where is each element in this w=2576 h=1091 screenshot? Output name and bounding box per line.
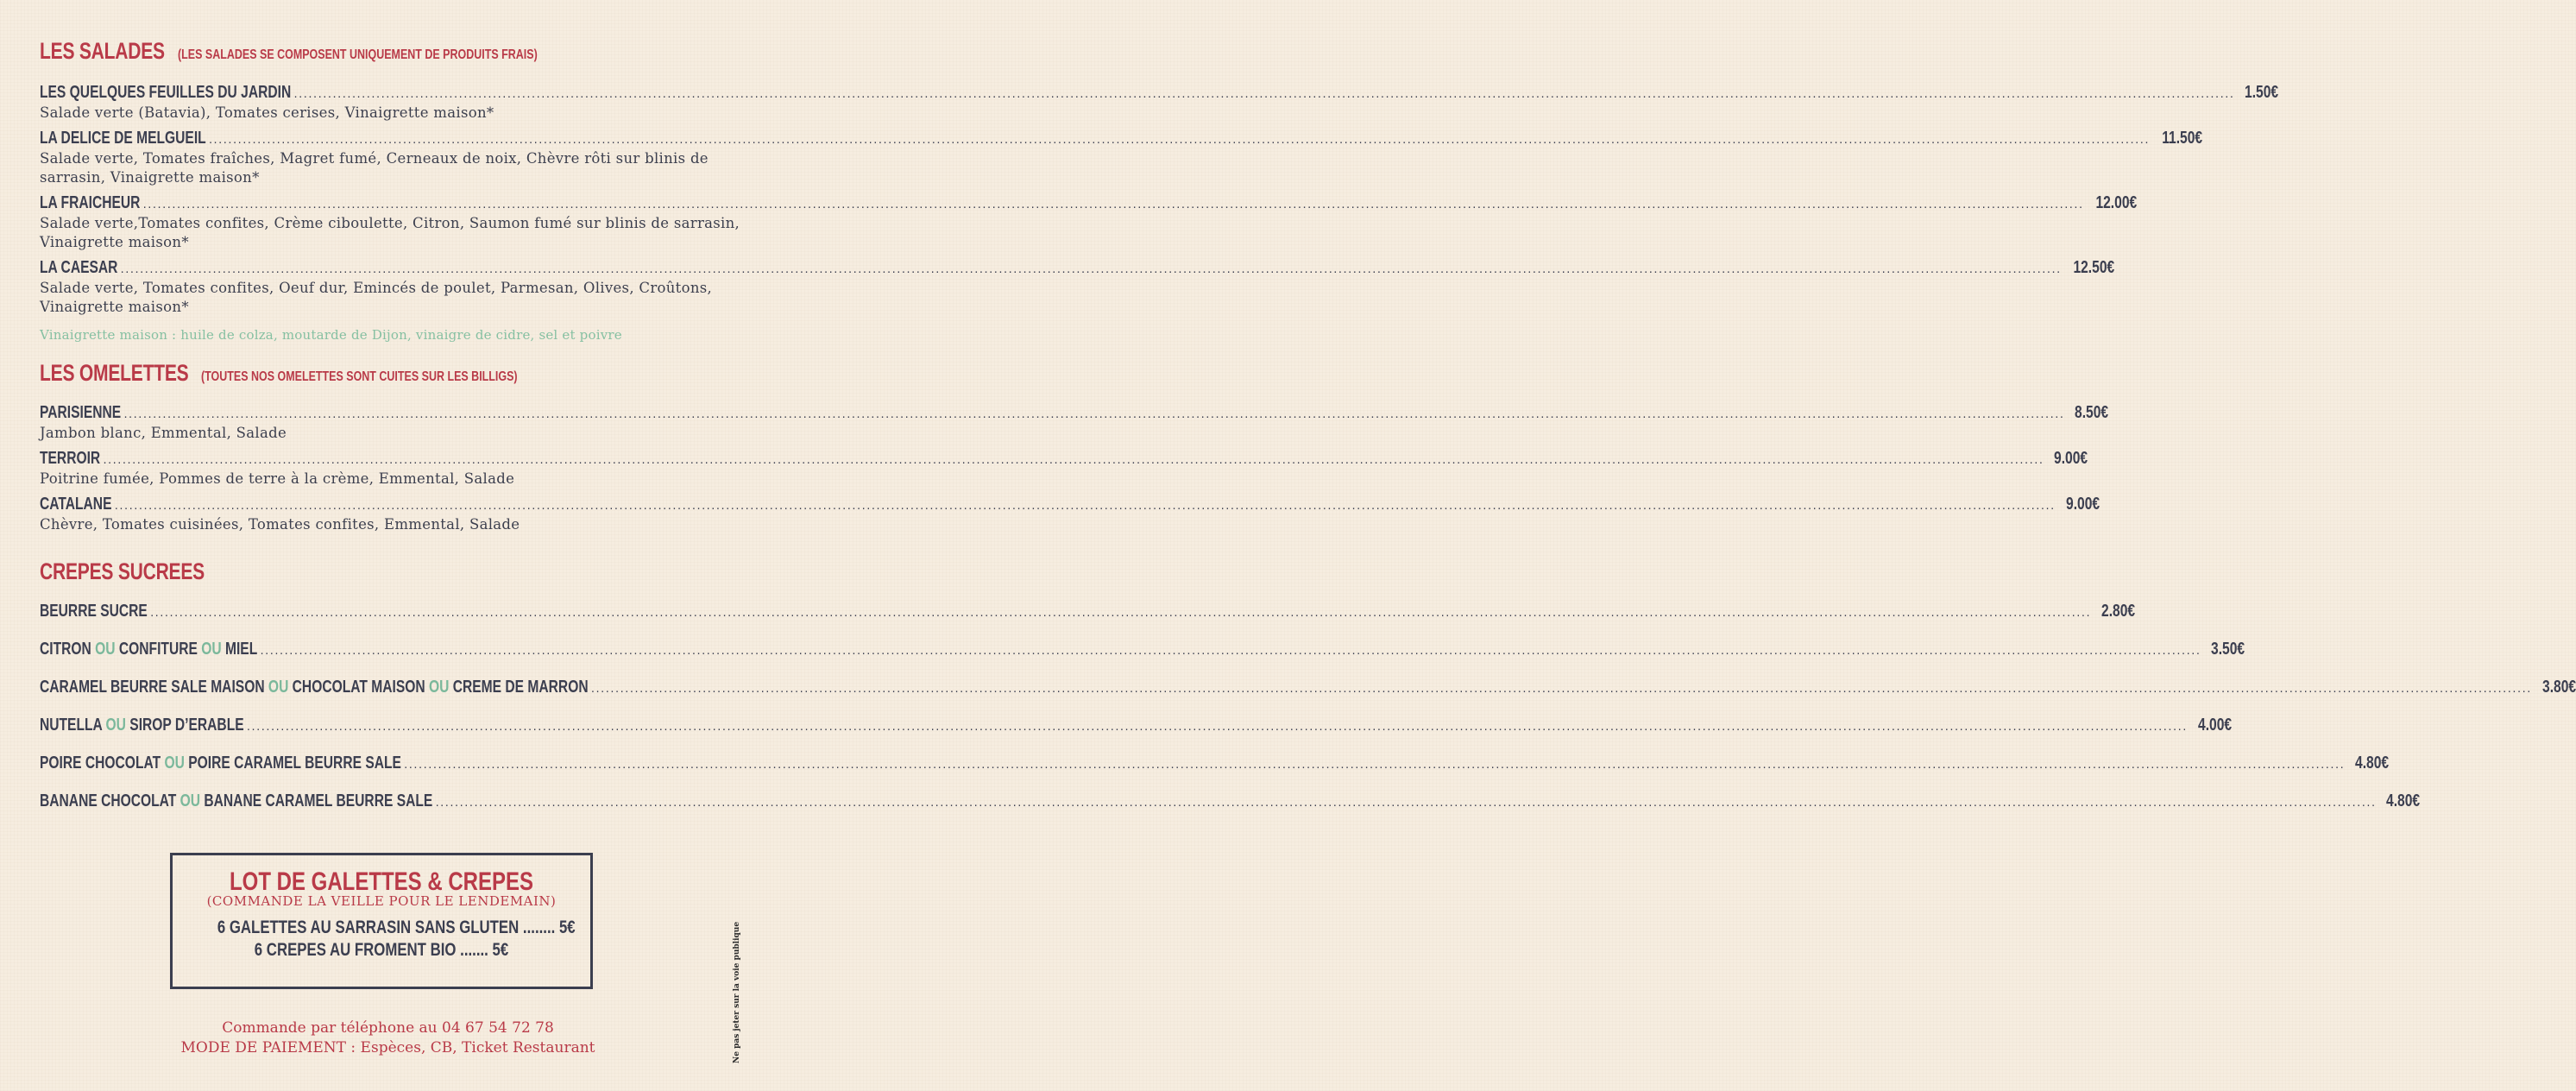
item-part: BEURRE SUCRE bbox=[40, 602, 148, 621]
leader-dots: ................................................................................................................................................................................................................................................................................................................................................................................................................ bbox=[142, 199, 2083, 211]
item-part: NUTELLA bbox=[40, 716, 103, 735]
item-price: 1.50€ bbox=[2245, 83, 2279, 102]
item-name: PARISIENNE bbox=[40, 403, 122, 422]
or-separator: OU bbox=[180, 791, 201, 810]
crepe-item bbox=[40, 791, 2421, 812]
item-part: POIRE CARAMEL BEURRE SALE bbox=[188, 754, 401, 773]
salades-subtitle: (LES SALADES SE COMPOSENT UNIQUEMENT DE PRODUITS FRAIS) bbox=[177, 47, 538, 62]
footer-payment: MODE DE PAIEMENT : Espèces, CB, Ticket Restaurant bbox=[180, 1039, 595, 1056]
lot-subtitle: (COMMANDE LA VEILLE POUR LE LENDEMAIN) bbox=[206, 893, 557, 909]
item-part: BANANE CARAMEL BEURRE SALE bbox=[204, 791, 433, 810]
item-price: 3.80€ bbox=[2541, 678, 2576, 697]
item-description: Salade verte, Tomates fraîches, Magret fumé, Cerneaux de noix, Chèvre rôti sur blinis de sarrasin, Vinaigrette maison* bbox=[40, 150, 709, 186]
omelettes-heading bbox=[40, 360, 742, 389]
item-name bbox=[40, 754, 401, 773]
salade-item bbox=[40, 83, 2279, 123]
leader-dots: ................................................................................................................................................................................................................................................................................................................................................................................................................ bbox=[123, 409, 2064, 420]
item-part: CREME DE MARRON bbox=[452, 678, 589, 697]
item-part: BANANE CHOCOLAT bbox=[40, 791, 177, 810]
item-name: TERROIR bbox=[40, 449, 101, 468]
item-part: POIRE CHOCOLAT bbox=[40, 754, 161, 773]
item-description: Salade verte,Tomates confites, Crème ciboulette, Citron, Saumon fumé sur blinis de sarrasin, Vinaigrette maison* bbox=[40, 215, 740, 250]
item-price: 4.80€ bbox=[2354, 754, 2390, 773]
leader-dots: ................................................................................................................................................................................................................................................................................................................................................................................................................ bbox=[113, 501, 2055, 512]
item-price: 4.00€ bbox=[2197, 716, 2232, 735]
item-description: Salade verte (Batavia), Tomates cerises, Vinaigrette maison* bbox=[40, 104, 494, 121]
item-description: Poitrine fumée, Pommes de terre à la crème, Emmental, Salade bbox=[40, 470, 515, 487]
leader-dots: ................................................................................................................................................................................................................................................................................................................................................................................................................ bbox=[434, 798, 2376, 809]
item-description: Chèvre, Tomates cuisinées, Tomates confites, Emmental, Salade bbox=[40, 516, 520, 533]
leader-dots: ................................................................................................................................................................................................................................................................................................................................................................................................................ bbox=[259, 646, 2201, 657]
leader-dots: ................................................................................................................................................................................................................................................................................................................................................................................................................ bbox=[148, 608, 2090, 619]
item-part: SIROP D’ERABLE bbox=[129, 716, 244, 735]
item-name: LA FRAICHEUR bbox=[40, 193, 141, 212]
omelettes-title: LES OMELETTES bbox=[40, 360, 189, 386]
crepes-title: CREPES SUCREES bbox=[40, 558, 205, 584]
crepes-heading bbox=[40, 558, 742, 588]
item-price: 4.80€ bbox=[2386, 791, 2421, 810]
lot-line-name: 6 CREPES AU FROMENT BIO bbox=[254, 940, 457, 960]
leader-dots: ................................................................................................................................................................................................................................................................................................................................................................................................................ bbox=[207, 135, 2149, 146]
or-separator: OU bbox=[105, 716, 126, 735]
leader-dots: ................................................................................................................................................................................................................................................................................................................................................................................................................ bbox=[293, 89, 2234, 100]
item-name bbox=[40, 716, 244, 735]
salades-title: LES SALADES bbox=[40, 38, 165, 64]
salade-item bbox=[40, 258, 2115, 317]
item-name bbox=[40, 791, 432, 811]
lot-line-price: 5€ bbox=[492, 940, 509, 960]
or-separator: OU bbox=[95, 640, 116, 659]
item-part: CONFITURE bbox=[118, 640, 198, 659]
crepe-item bbox=[40, 602, 2135, 622]
item-name: LA CAESAR bbox=[40, 258, 118, 277]
lot-line-crepes bbox=[255, 940, 508, 961]
crepe-item bbox=[40, 754, 2390, 774]
omelettes-subtitle: (TOUTES NOS OMELETTES SONT CUITES SUR LES BILLIGS) bbox=[201, 369, 518, 384]
crepe-item bbox=[40, 716, 2232, 736]
lot-box bbox=[170, 853, 593, 989]
item-name bbox=[40, 602, 148, 621]
lot-line-dots: ....... bbox=[460, 940, 488, 960]
item-part: CARAMEL BEURRE SALE MAISON bbox=[40, 678, 265, 697]
item-name: LES QUELQUES FEUILLES DU JARDIN bbox=[40, 83, 292, 102]
item-price: 9.00€ bbox=[2054, 449, 2088, 468]
item-price: 9.00€ bbox=[2065, 495, 2100, 514]
salade-item bbox=[40, 193, 2138, 252]
or-separator: OU bbox=[201, 640, 222, 659]
footer-phone: Commande par téléphone au 04 67 54 72 78 bbox=[222, 1019, 554, 1037]
lot-line-price: 5€ bbox=[558, 918, 576, 937]
item-price: 2.80€ bbox=[2100, 602, 2135, 621]
item-name bbox=[40, 678, 589, 697]
item-price: 8.50€ bbox=[2075, 403, 2109, 422]
item-description: Jambon blanc, Emmental, Salade bbox=[40, 425, 287, 441]
or-separator: OU bbox=[268, 678, 289, 697]
lot-line-name: 6 GALETTES AU SARRASIN SANS GLUTEN bbox=[217, 918, 520, 937]
or-separator: OU bbox=[428, 678, 450, 697]
lot-line-dots: ........ bbox=[522, 918, 556, 937]
omelette-item bbox=[40, 449, 2088, 489]
item-name: LA DELICE DE MELGUEIL bbox=[40, 129, 206, 148]
item-name bbox=[40, 640, 257, 659]
or-separator: OU bbox=[164, 754, 185, 773]
item-part: MIEL bbox=[224, 640, 258, 659]
crepes-list bbox=[40, 602, 2576, 812]
item-price: 3.50€ bbox=[2211, 640, 2245, 659]
vinaigrette-note: Vinaigrette maison : huile de colza, moutarde de Dijon, vinaigre de cidre, sel et poivre bbox=[40, 327, 622, 343]
crepe-item bbox=[40, 640, 2245, 660]
menu-page bbox=[40, 38, 2576, 812]
item-price: 12.00€ bbox=[2095, 193, 2138, 212]
item-price: 11.50€ bbox=[2161, 129, 2202, 148]
footer bbox=[0, 1018, 776, 1058]
salades-heading bbox=[40, 38, 742, 67]
leader-dots: ................................................................................................................................................................................................................................................................................................................................................................................................................ bbox=[402, 760, 2344, 771]
lot-line-galettes bbox=[217, 918, 576, 938]
lot-title: LOT DE GALETTES & CREPES bbox=[229, 867, 534, 896]
item-part: CHOCOLAT MAISON bbox=[292, 678, 425, 697]
omelette-item bbox=[40, 495, 2100, 534]
leader-dots: ................................................................................................................................................................................................................................................................................................................................................................................................................ bbox=[102, 455, 2044, 466]
item-name: CATALANE bbox=[40, 495, 112, 514]
item-part: CITRON bbox=[40, 640, 91, 659]
leader-dots: ................................................................................................................................................................................................................................................................................................................................................................................................................ bbox=[119, 264, 2061, 275]
leader-dots: ................................................................................................................................................................................................................................................................................................................................................................................................................ bbox=[589, 684, 2531, 695]
crepe-item bbox=[40, 678, 2576, 698]
omelette-item bbox=[40, 403, 2109, 443]
side-note: Ne pas jeter sur la voie publique bbox=[733, 921, 741, 1063]
leader-dots: ................................................................................................................................................................................................................................................................................................................................................................................................................ bbox=[245, 722, 2187, 733]
item-price: 12.50€ bbox=[2073, 258, 2115, 277]
item-description: Salade verte, Tomates confites, Oeuf dur, Emincés de poulet, Parmesan, Olives, Croûtons, Vinaigrette maison* bbox=[40, 280, 713, 315]
salade-item bbox=[40, 129, 2202, 187]
